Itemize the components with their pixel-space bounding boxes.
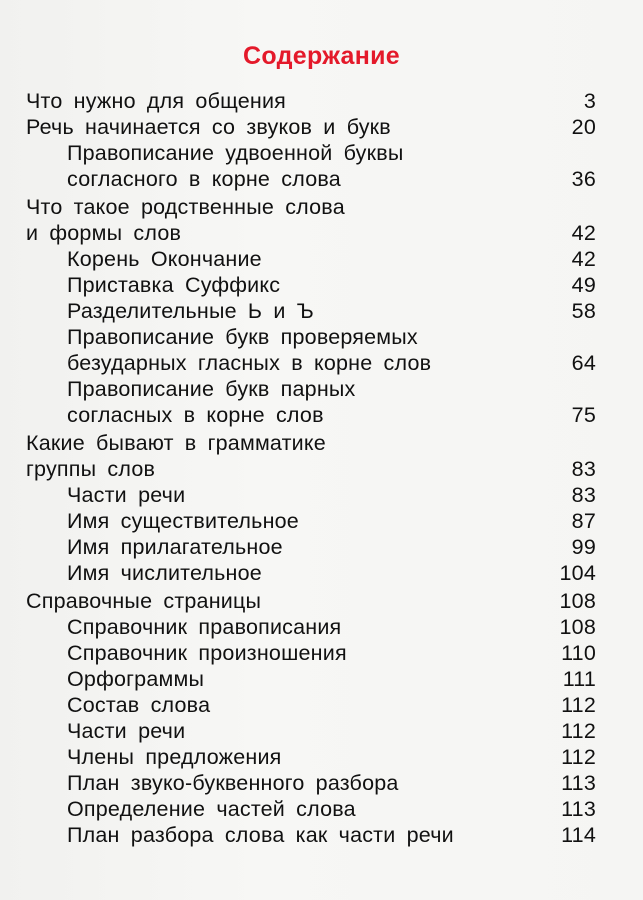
toc-section-row bbox=[26, 588, 596, 614]
toc-subsection-row bbox=[26, 770, 596, 796]
toc-page-number: 75 bbox=[571, 403, 596, 427]
toc-page-number: 104 bbox=[559, 561, 596, 585]
toc-entry-text: Справочник произношения bbox=[67, 641, 347, 665]
toc-entry-text: План звуко-буквенного разбора bbox=[67, 771, 399, 795]
toc-page-number: 99 bbox=[571, 535, 596, 559]
toc-entry-text: согласных в корне слов bbox=[67, 403, 324, 427]
toc-page-number: 108 bbox=[559, 589, 596, 613]
toc-subsection-row bbox=[26, 796, 596, 822]
toc-page-number: 113 bbox=[561, 771, 596, 795]
toc-entry-text: Справочник правописания bbox=[67, 615, 342, 639]
toc-subsection-row bbox=[26, 666, 596, 692]
toc-entry-text: Правописание букв проверяемых bbox=[67, 325, 418, 349]
toc-entry-text: Что нужно для общения bbox=[26, 89, 287, 113]
toc-subsection-row bbox=[26, 482, 596, 508]
toc-page-number: 36 bbox=[571, 167, 596, 191]
toc-subsection-row bbox=[26, 692, 596, 718]
toc-page-number: 58 bbox=[571, 299, 596, 323]
toc-entry-text: Какие бывают в грамматике bbox=[26, 431, 326, 455]
toc-entry-text: Члены предложения bbox=[67, 745, 282, 769]
toc-subsection-row bbox=[26, 350, 596, 376]
toc-entry-text: согласного в корне слова bbox=[67, 167, 341, 191]
toc-entry-text: Справочные страницы bbox=[26, 589, 262, 613]
toc-entry-text: Орфограммы bbox=[67, 667, 205, 691]
page-title: Содержание bbox=[242, 42, 401, 70]
toc-section-row bbox=[26, 456, 596, 482]
toc-page-number: 87 bbox=[571, 509, 596, 533]
toc-entry-text: Правописание удвоенной буквы bbox=[67, 141, 404, 165]
toc-page-number: 112 bbox=[561, 693, 596, 717]
toc-entry-text: Приставка Суффикс bbox=[67, 273, 281, 297]
toc-page-number: 42 bbox=[571, 247, 596, 271]
toc-page-number: 112 bbox=[561, 719, 596, 743]
toc-subsection-row bbox=[26, 272, 596, 298]
toc-entry-text: Имя прилагательное bbox=[67, 535, 283, 559]
toc-subsection-row bbox=[26, 508, 596, 534]
toc-subsection-row bbox=[26, 744, 596, 770]
toc-subsection-row bbox=[26, 614, 596, 640]
toc-entry-text: Правописание букв парных bbox=[67, 377, 356, 401]
toc-section-row bbox=[26, 430, 596, 456]
toc-subsection-row bbox=[26, 140, 596, 166]
toc-entry-text: Определение частей слова bbox=[67, 797, 356, 821]
toc-subsection-row bbox=[26, 534, 596, 560]
toc-page-number: 49 bbox=[571, 273, 596, 297]
toc-subsection-row bbox=[26, 402, 596, 428]
table-of-contents bbox=[26, 88, 596, 848]
toc-entry-text: безударных гласных в корне слов bbox=[67, 351, 432, 375]
toc-page-number: 3 bbox=[583, 89, 596, 113]
toc-entry-text: Имя существительное bbox=[67, 509, 299, 533]
toc-entry-text: План разбора слова как части речи bbox=[67, 823, 454, 847]
toc-page-number: 112 bbox=[561, 745, 596, 769]
toc-page-number: 114 bbox=[561, 823, 596, 847]
toc-page-number: 83 bbox=[571, 483, 596, 507]
toc-section-row bbox=[26, 220, 596, 246]
toc-entry-text: Имя числительное bbox=[67, 561, 262, 585]
toc-subsection-row bbox=[26, 246, 596, 272]
toc-section-row bbox=[26, 88, 596, 114]
toc-subsection-row bbox=[26, 640, 596, 666]
toc-entry-text: Состав слова bbox=[67, 693, 211, 717]
toc-entry-text: группы слов bbox=[26, 457, 156, 481]
toc-entry-text: Речь начинается со звуков и букв bbox=[26, 115, 391, 139]
toc-section-row bbox=[26, 194, 596, 220]
toc-section-row bbox=[26, 114, 596, 140]
toc-page-number: 108 bbox=[559, 615, 596, 639]
toc-subsection-row bbox=[26, 166, 596, 192]
toc-subsection-row bbox=[26, 822, 596, 848]
toc-entry-text: Корень Окончание bbox=[67, 247, 262, 271]
toc-page-number: 64 bbox=[571, 351, 596, 375]
toc-subsection-row bbox=[26, 718, 596, 744]
toc-page-number: 42 bbox=[571, 221, 596, 245]
toc-entry-text: Разделительные Ь и Ъ bbox=[67, 299, 315, 323]
toc-subsection-row bbox=[26, 324, 596, 350]
toc-entry-text: Что такое родственные слова bbox=[26, 195, 345, 219]
toc-page-number: 110 bbox=[561, 641, 596, 665]
toc-page-number: 83 bbox=[571, 457, 596, 481]
toc-page-number: 20 bbox=[571, 115, 596, 139]
toc-subsection-row bbox=[26, 376, 596, 402]
toc-subsection-row bbox=[26, 560, 596, 586]
toc-entry-text: Части речи bbox=[67, 483, 186, 507]
toc-subsection-row bbox=[26, 298, 596, 324]
toc-entry-text: Части речи bbox=[67, 719, 186, 743]
toc-page-number: 111 bbox=[562, 667, 596, 691]
toc-page-number: 113 bbox=[561, 797, 596, 821]
toc-entry-text: и формы слов bbox=[26, 221, 182, 245]
